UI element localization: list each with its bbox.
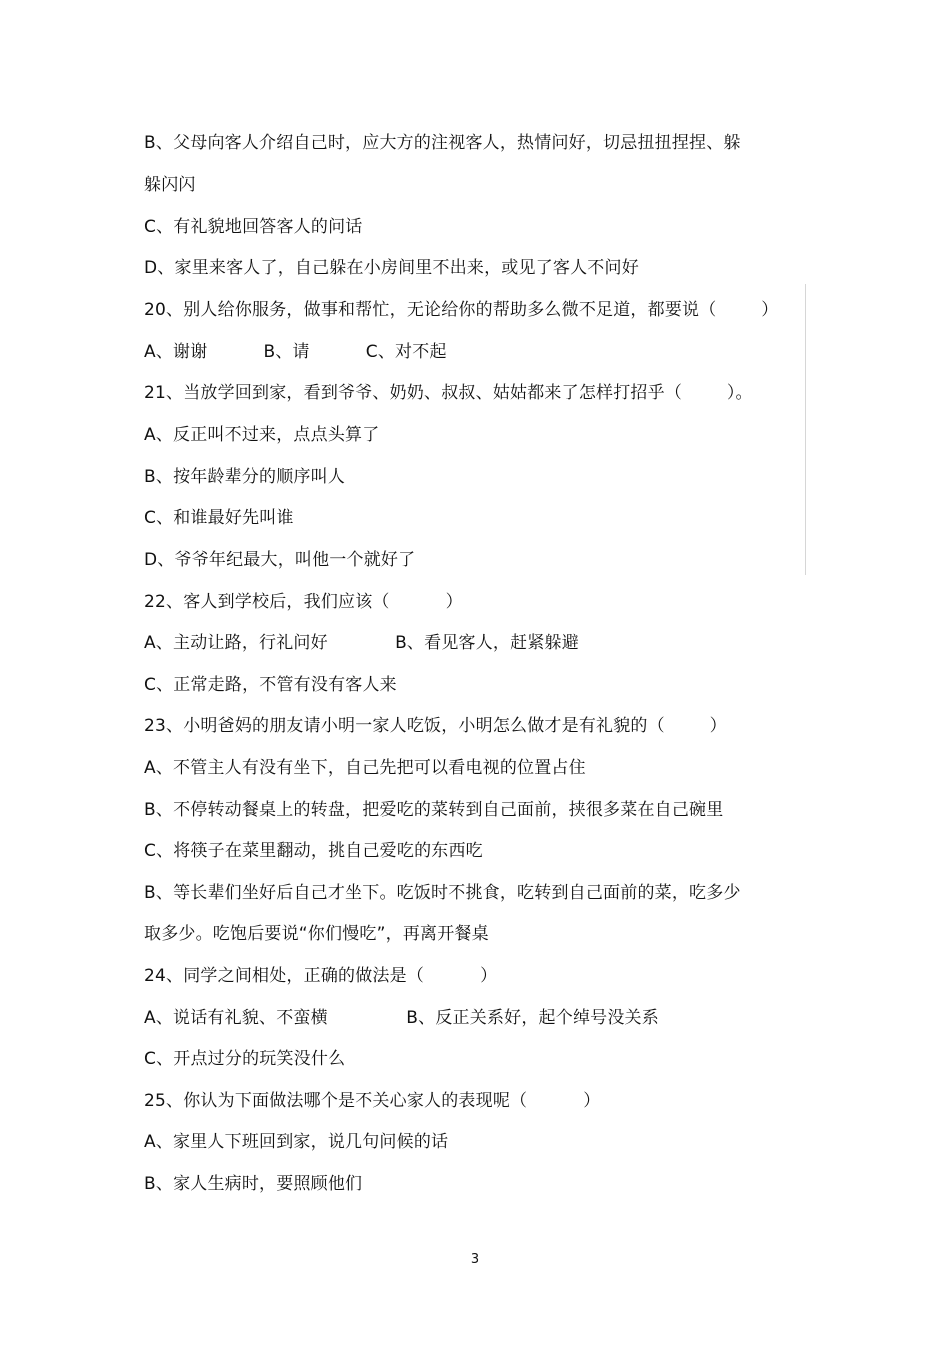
text-line: C、正常走路，不管有没有客人来	[144, 675, 397, 695]
question-21: 21、当放学回到家，看到爷爷、奶奶、叔叔、姑姑都来了怎样打招乎（ ）。	[144, 383, 753, 403]
text-line: 取多少。吃饱后要说“你们慢吃”，再离开餐桌	[144, 924, 489, 944]
text-line: C、和谁最好先叫谁	[144, 508, 294, 528]
question-24: 24、同学之间相处，正确的做法是（ ）	[144, 966, 498, 986]
text-line: A、不管主人有没有坐下，自己先把可以看电视的位置占住	[144, 758, 586, 778]
question-22: 22、客人到学校后，我们应该（ ）	[144, 592, 463, 612]
text-line: B、家人生病时，要照顾他们	[144, 1174, 363, 1194]
text-line: A、主动让路，行礼问好 B、看见客人，赶紧躲避	[144, 633, 579, 653]
text-line: C、有礼貌地回答客人的问话	[144, 217, 363, 237]
question-20: 20、别人给你服务，做事和帮忙，无论给你的帮助多么微不足道，都要说（ ）	[144, 300, 779, 320]
text-line: A、反正叫不过来，点点头算了	[144, 425, 380, 445]
text-line: 躲闪闪	[144, 175, 196, 195]
text-line: B、父母向客人介绍自己时，应大方的注视客人，热情问好，切忌扭扭捏捏、躲	[144, 133, 741, 153]
text-line: A、谢谢 B、请 C、对不起	[144, 342, 447, 362]
question-25: 25、你认为下面做法哪个是不关心家人的表现呢（ ）	[144, 1091, 601, 1111]
text-line: D、家里来客人了，自己躲在小房间里不出来，或见了客人不问好	[144, 258, 639, 278]
margin-rule	[805, 284, 806, 575]
question-23: 23、小明爸妈的朋友请小明一家人吃饭，小明怎么做才是有礼貌的（ ）	[144, 716, 727, 736]
text-line: C、开点过分的玩笑没什么	[144, 1049, 346, 1069]
text-line: B、按年龄辈分的顺序叫人	[144, 467, 346, 487]
text-line: A、家里人下班回到家，说几句问候的话	[144, 1132, 449, 1152]
page-number: 3	[470, 1252, 480, 1267]
text-line: B、不停转动餐桌上的转盘，把爱吃的菜转到自己面前，挟很多菜在自己碗里	[144, 800, 724, 820]
text-line: A、说话有礼貌、不蛮横 B、反正关系好，起个绰号没关系	[144, 1008, 659, 1028]
text-line: B、等长辈们坐好后自己才坐下。吃饭时不挑食，吃转到自己面前的菜，吃多少	[144, 883, 741, 903]
text-line: D、爷爷年纪最大，叫他一个就好了	[144, 550, 416, 570]
text-line: C、将筷子在菜里翻动，挑自己爱吃的东西吃	[144, 841, 483, 861]
